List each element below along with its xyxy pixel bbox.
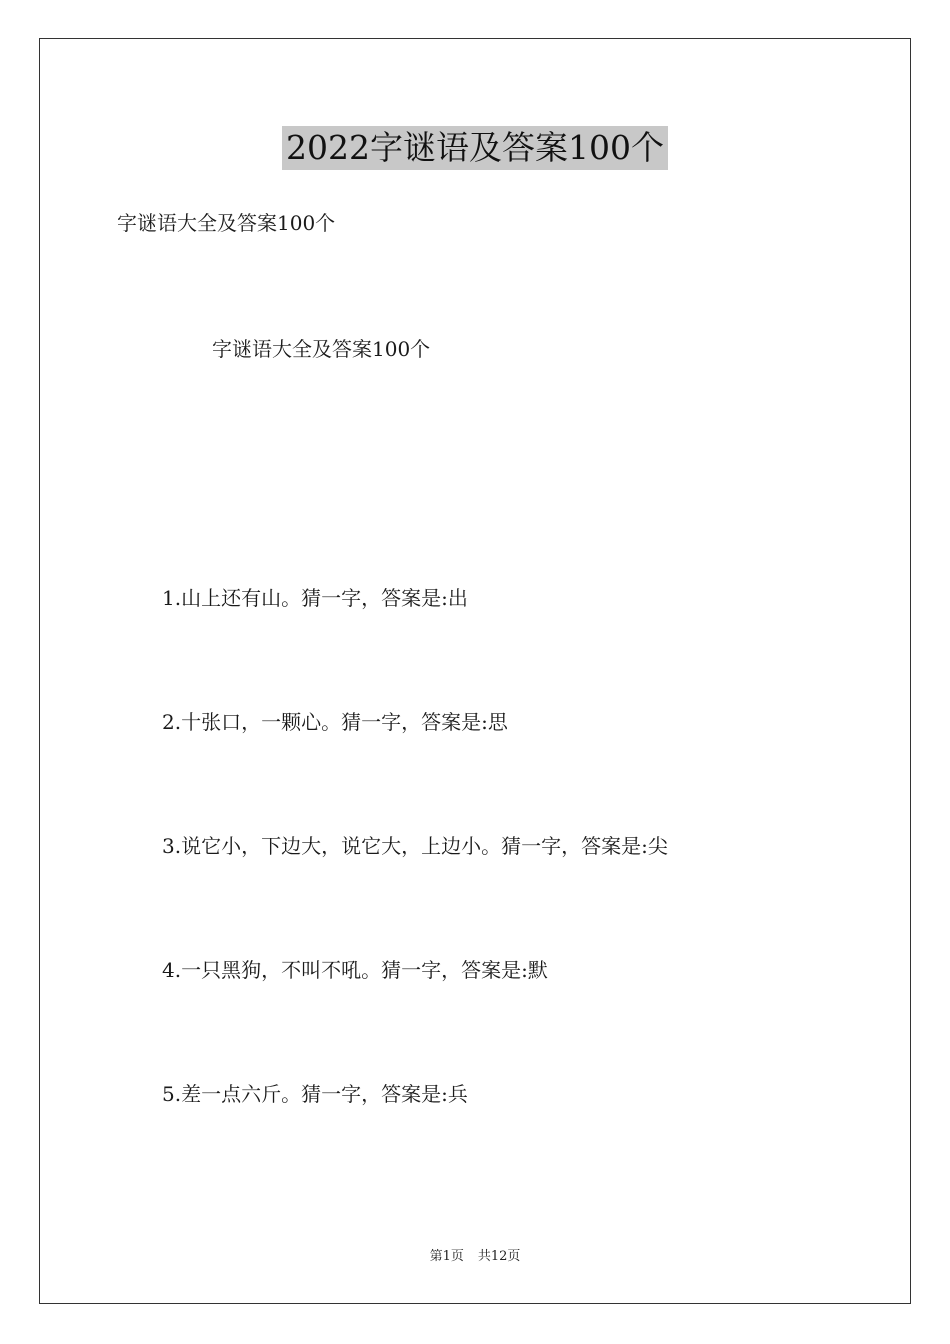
document-subtitle: 字谜语大全及答案100个 xyxy=(117,211,336,235)
page-number: 第1页 xyxy=(429,1249,464,1264)
riddle-item-3: 3.说它小，下边大，说它大，上边小。猜一字，答案是:尖 xyxy=(162,834,668,858)
riddle-item-2: 2.十张口，一颗心。猜一字，答案是:思 xyxy=(162,710,508,734)
document-subtitle-indented: 字谜语大全及答案100个 xyxy=(212,337,431,361)
riddle-item-5: 5.差一点六斤。猜一字，答案是:兵 xyxy=(162,1082,468,1106)
page-total: 共12页 xyxy=(477,1249,521,1264)
document-title-wrapper xyxy=(0,126,950,170)
document-title: 2022字谜语及答案100个 xyxy=(282,126,668,170)
page-footer xyxy=(0,1248,950,1266)
riddle-item-1: 1.山上还有山。猜一字，答案是:出 xyxy=(162,586,468,610)
riddle-item-4: 4.一只黑狗，不叫不吼。猜一字，答案是:默 xyxy=(162,958,548,982)
